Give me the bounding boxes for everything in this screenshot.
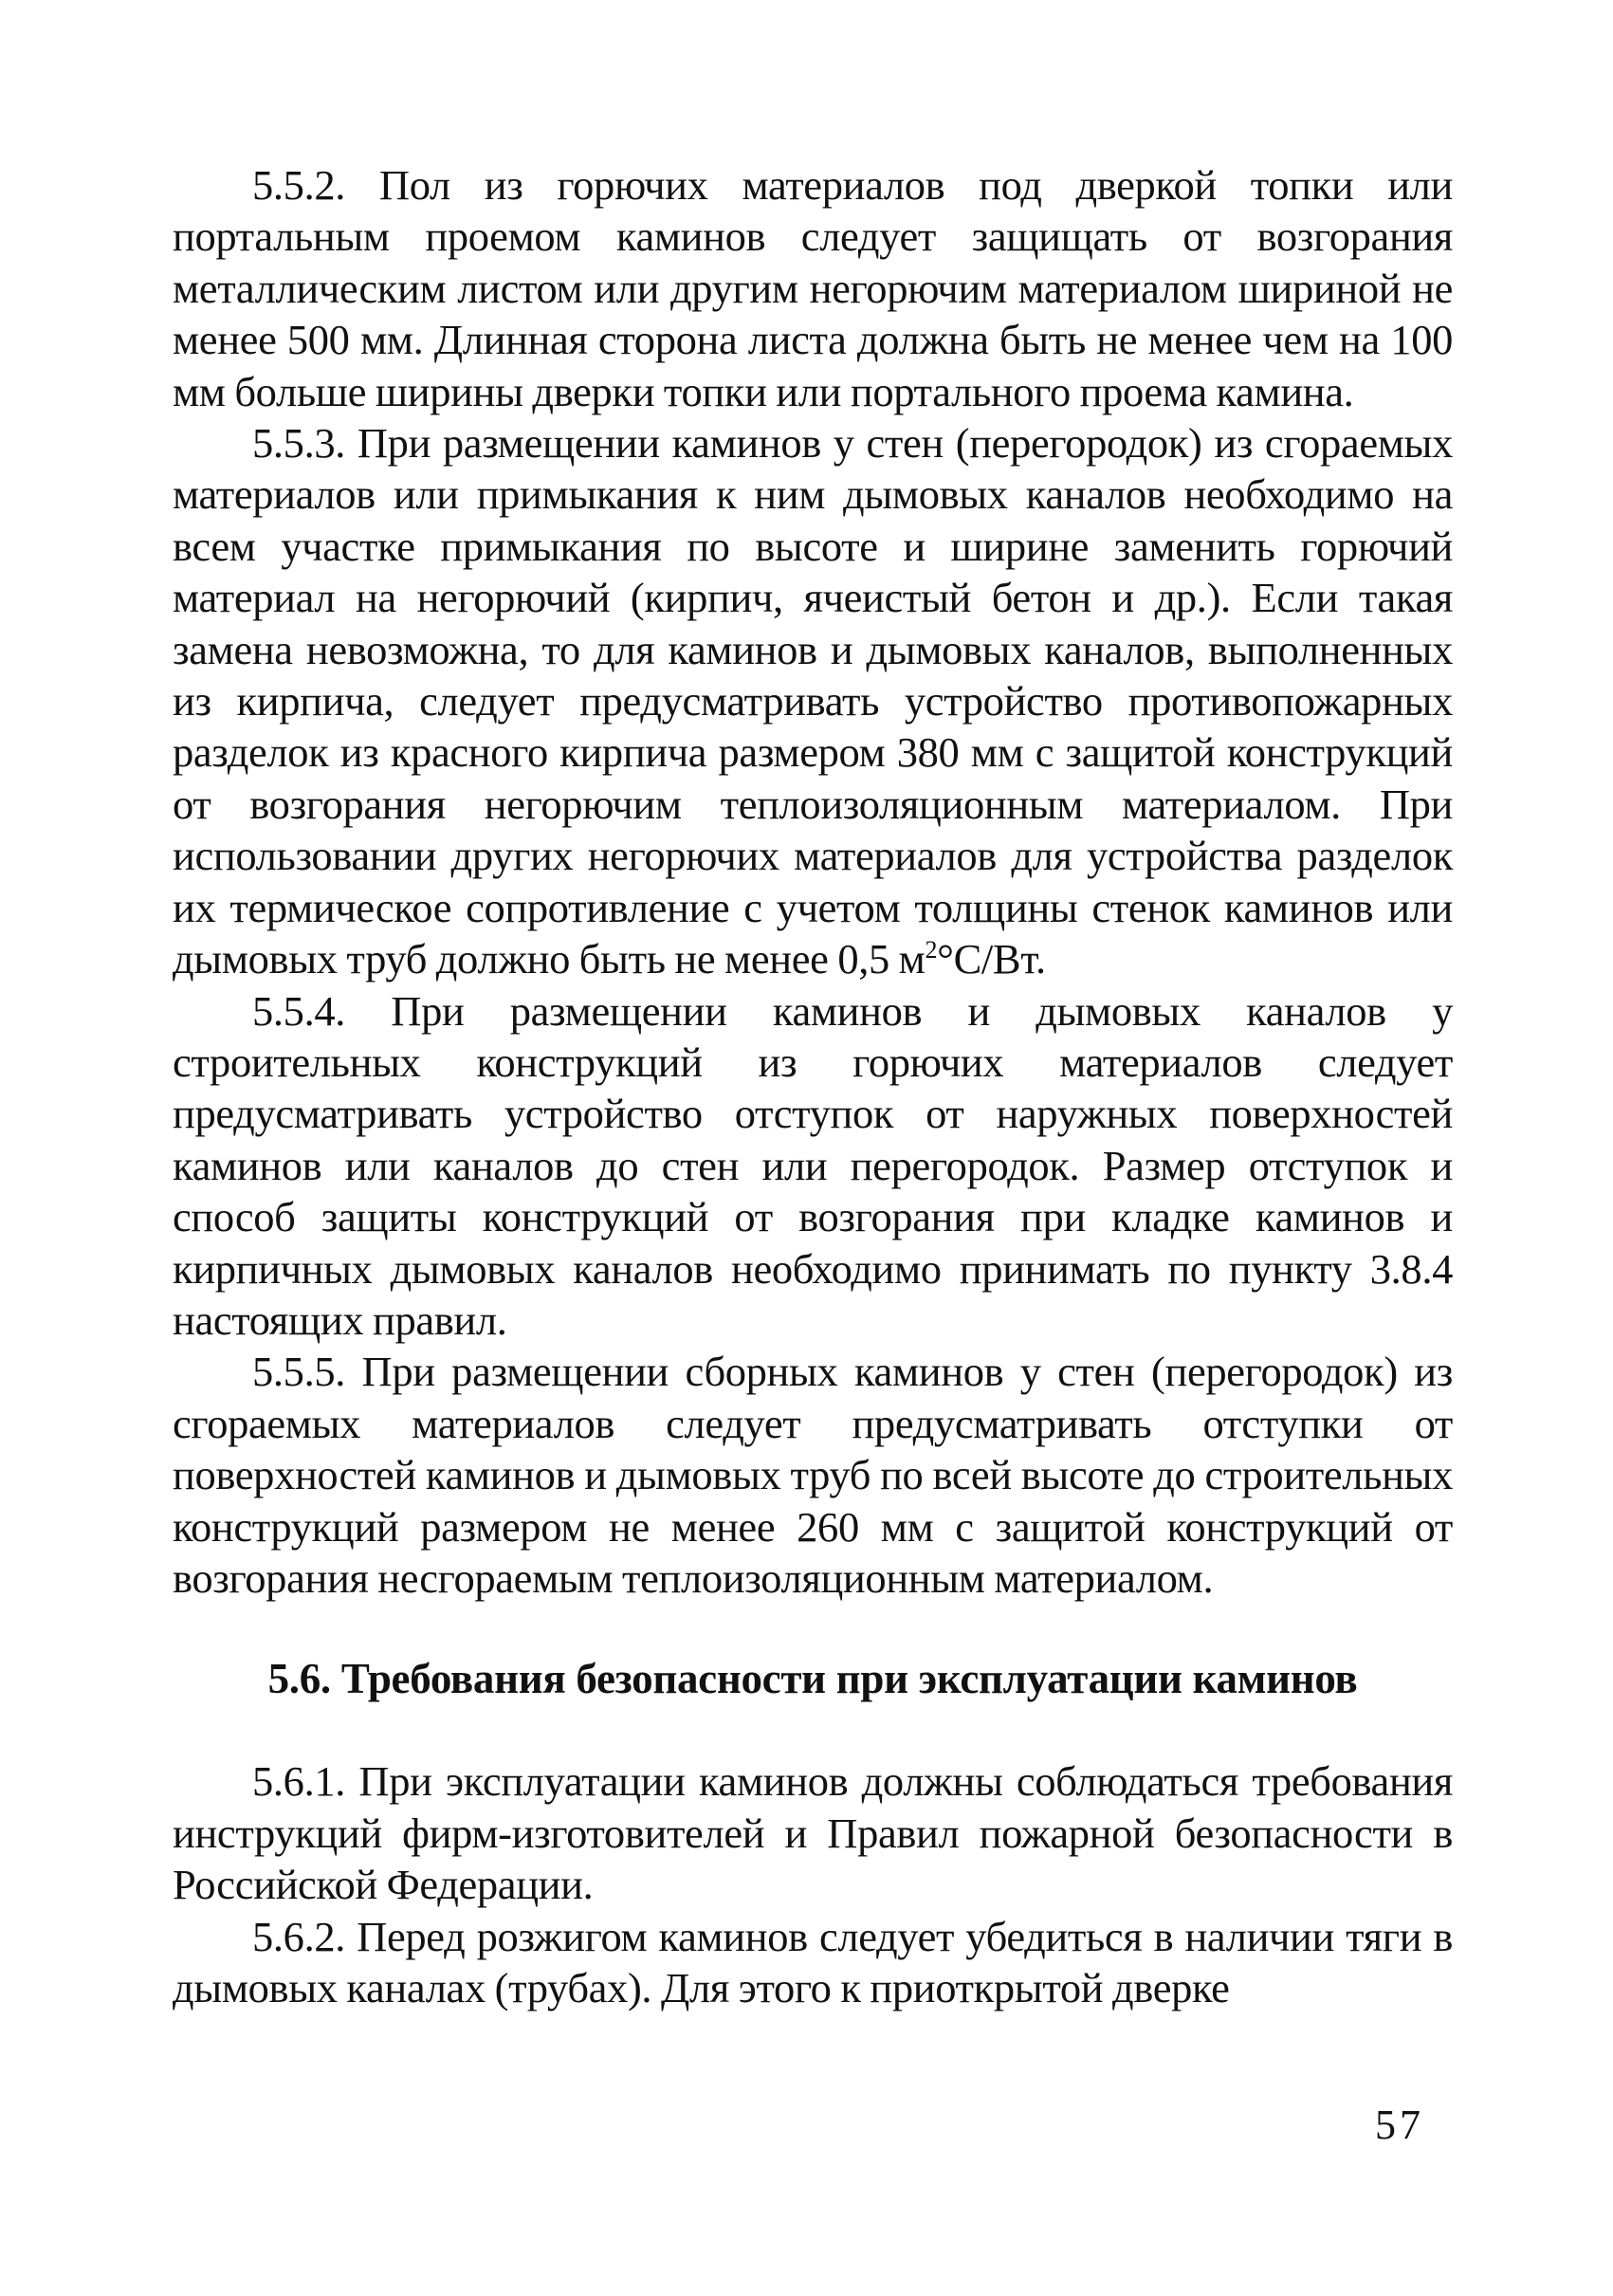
paragraph-5-5-3 xyxy=(173,417,1453,984)
paragraph-5-5-4: 5.5.4. При размещении каминов и дымовых каналов у строительных конструкций из горючих материалов следует предусматривать устройство отступок от наружных поверхностей каминов или каналов до стен или перегородок. Размер отступок и способ защиты конструкций от возгорания при кладке каминов и кирпичных дымовых каналов необходимо принимать по пункту 3.8.4 настоящих правил. xyxy=(173,986,1453,1344)
paragraph-5-5-3-unit: °С/Вт. xyxy=(937,935,1046,983)
paragraph-5-5-3-main: 5.5.3. При размещении каминов у стен (перегородок) из сгораемых материалов или примыкания к ним дымовых каналов необходимо на всем участке примыкания по высоте и ширине заменить горючий материал на негорючий (кирпич, ячеистый бетон и др.). Если такая замена невозможна, то для каминов и дымовых каналов, выполненных из кирпича, следует предусматривать устройство противопожарных разделок из красного кирпича размером 380 мм с защитой конструкций от возгорания негорючим теплоизоляционным материалом. При использовании других негорючих материалов для устройства разделок их термическое сопротивление с учетом толщины стенок каминов или дымовых труб должно быть не менее 0,5 м xyxy=(173,419,1453,983)
page-number: 57 xyxy=(1375,2102,1424,2148)
section-heading-5-6: 5.6. Требования безопасности при эксплуатации каминов xyxy=(267,1655,1358,1703)
paragraph-5-5-5: 5.5.5. При размещении сборных каминов у стен (перегородок) из сгораемых материалов следует предусматривать отступки от поверхностей каминов и дымовых труб по всей высоте до строительных конструкций размером не менее 260 мм с защитой конструкций от возгорания несгораемым теплоизоляционным материалом. xyxy=(173,1348,1453,1602)
page-body xyxy=(173,159,1453,2013)
paragraph-5-5-2: 5.5.2. Пол из горючих материалов под дверкой топки или портальным проемом каминов следует защищать от возгорания металлическим листом или другим негорючим материалом шириной не менее 500 мм. Длинная сторона листа должна быть не менее чем на 100 мм больше ширины дверки топки или портального проема камина. xyxy=(173,161,1453,415)
superscript-2: 2 xyxy=(925,936,938,964)
paragraph-5-6-2: 5.6.2. Перед розжигом каминов следует убедиться в наличии тяги в дымовых каналах (трубах). Для этого к приоткрытой дверке xyxy=(173,1912,1453,2011)
paragraph-5-6-1: 5.6.1. При эксплуатации каминов должны соблюдаться требования инструкций фирм-изготовителей и Правил пожарной безопасности в Российской Федерации. xyxy=(173,1757,1453,1909)
